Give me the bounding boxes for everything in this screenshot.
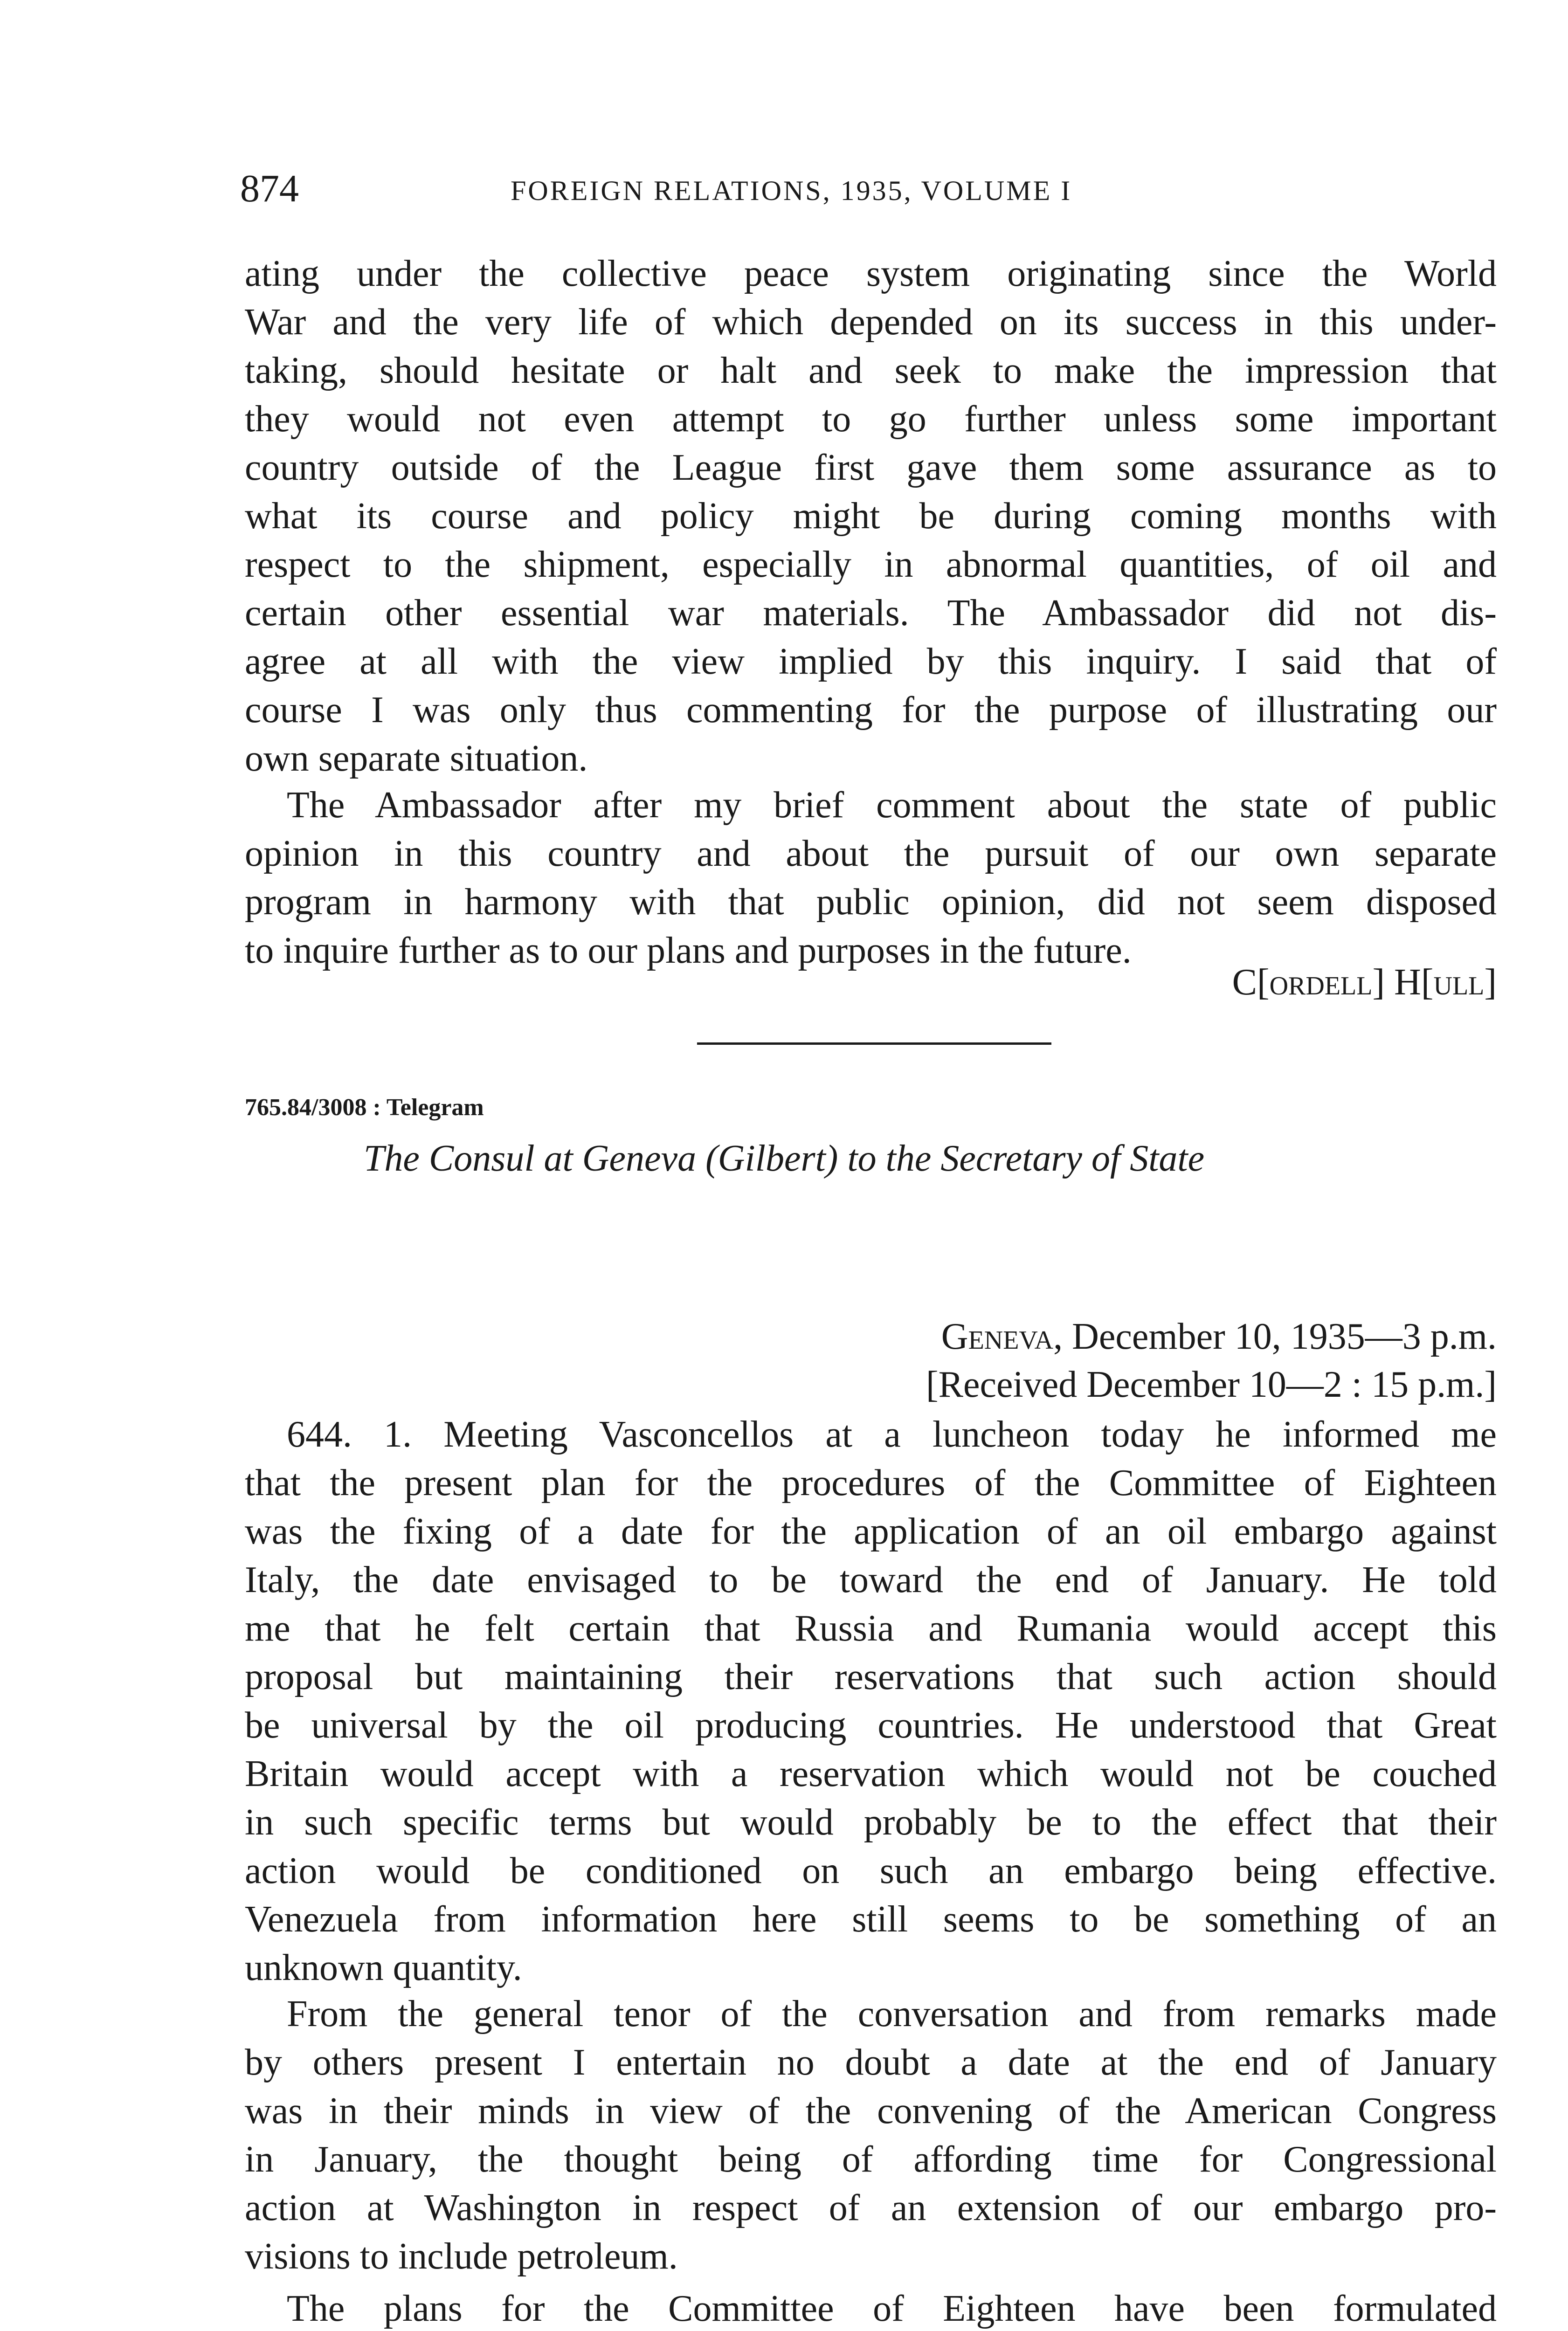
ambassador-paragraph [245, 781, 1497, 975]
text-line: in January, the thought being of affording time for Congressional [245, 2139, 1497, 2180]
text-line: Venezuela from information here still seems to be something of an [245, 1899, 1497, 1940]
text-line: taking, should hesitate or halt and seek to make the impression that [245, 350, 1497, 391]
signature-initial-c: C [1232, 962, 1257, 1003]
text-line: in such specific terms but would probably be to the effect that their [245, 1802, 1497, 1843]
text-line: The Ambassador after my brief comment about the state of public [287, 785, 1497, 826]
text-line: The plans for the Committee of Eighteen have been formulated [287, 2288, 1497, 2329]
continuation-paragraph [245, 249, 1497, 783]
signature-initial-h: H [1394, 962, 1421, 1003]
text-line: what its course and policy might be during coming months with [245, 496, 1497, 537]
text-line: visions to include petroleum. [245, 2236, 678, 2277]
dateline-date: , December 10, 1935—3 p.m. [1053, 1316, 1497, 1357]
text-line: be universal by the oil producing countries. He understood that Great [245, 1705, 1497, 1746]
text-line: respect to the shipment, especially in abnormal quantities, of oil and [245, 544, 1497, 585]
text-line: action at Washington in respect of an extension of our embargo pro- [245, 2187, 1497, 2228]
text-line: action would be conditioned on such an embargo being effective. [245, 1850, 1497, 1891]
text-line: opinion in this country and about the pursuit of our own separate [245, 833, 1497, 874]
text-line: proposal but maintaining their reservations that such action should [245, 1656, 1497, 1697]
text-line: me that he felt certain that Russia and Rumania would accept this [245, 1608, 1497, 1649]
running-title: FOREIGN RELATIONS, 1935, VOLUME I [511, 175, 1072, 206]
text-line: that the present plan for the procedures of the Committee of Eighteen [245, 1462, 1497, 1503]
telegram-paragraph-2 [245, 1990, 1497, 2281]
text-line: ating under the collective peace system originating since the World [245, 253, 1497, 294]
section-divider [697, 1042, 1051, 1045]
text-line: War and the very life of which depended on its success in this under- [245, 302, 1497, 343]
text-line: was in their minds in view of the convening of the American Congress [245, 2090, 1497, 2131]
telegram-paragraph-1 [245, 1410, 1497, 1992]
text-line: unknown quantity. [245, 1947, 522, 1988]
text-line: course I was only thus commenting for the purpose of illustrating our [245, 690, 1497, 731]
text-line: From the general tenor of the conversation and from remarks made [287, 1993, 1497, 2034]
text-line: Britain would accept with a reservation which would not be couched [245, 1753, 1497, 1794]
text-line: country outside of the League first gave them some assurance as to [245, 447, 1497, 488]
text-line: own separate situation. [245, 738, 588, 779]
page-number: 874 [240, 167, 299, 210]
document-title: The Consul at Geneva (Gilbert) to the Secretary of State [363, 1138, 1205, 1179]
text-line: 644. 1. Meeting Vasconcellos at a luncheon today he informed me [287, 1414, 1497, 1455]
text-line: by others present I entertain no doubt a date at the end of January [245, 2042, 1497, 2083]
text-line: agree at all with the view implied by this inquiry. I said that of [245, 641, 1497, 682]
received-line: [Received December 10—2 : 15 p.m.] [926, 1364, 1497, 1405]
signature: C[ordell] H[ull] [1232, 962, 1497, 1003]
page-header [240, 163, 1499, 224]
dateline [941, 1312, 1497, 1361]
telegram-paragraph-3 [245, 2284, 1497, 2331]
file-reference: 765.84/3008 : Telegram [245, 1094, 484, 1121]
signature-ordell: ordell [1269, 962, 1373, 1003]
text-line: was the fixing of a date for the application of an oil embargo against [245, 1511, 1497, 1552]
text-line: certain other essential war materials. The Ambassador did not dis- [245, 593, 1497, 634]
dateline-place: Geneva [941, 1316, 1054, 1357]
text-line: to inquire further as to our plans and purposes in the future. [245, 930, 1132, 971]
text-line: they would not even attempt to go further unless some important [245, 399, 1497, 440]
text-line: program in harmony with that public opinion, did not seem disposed [245, 882, 1497, 923]
text-line: Italy, the date envisaged to be toward the end of January. He told [245, 1559, 1497, 1600]
signature-ull: ull [1433, 962, 1485, 1003]
